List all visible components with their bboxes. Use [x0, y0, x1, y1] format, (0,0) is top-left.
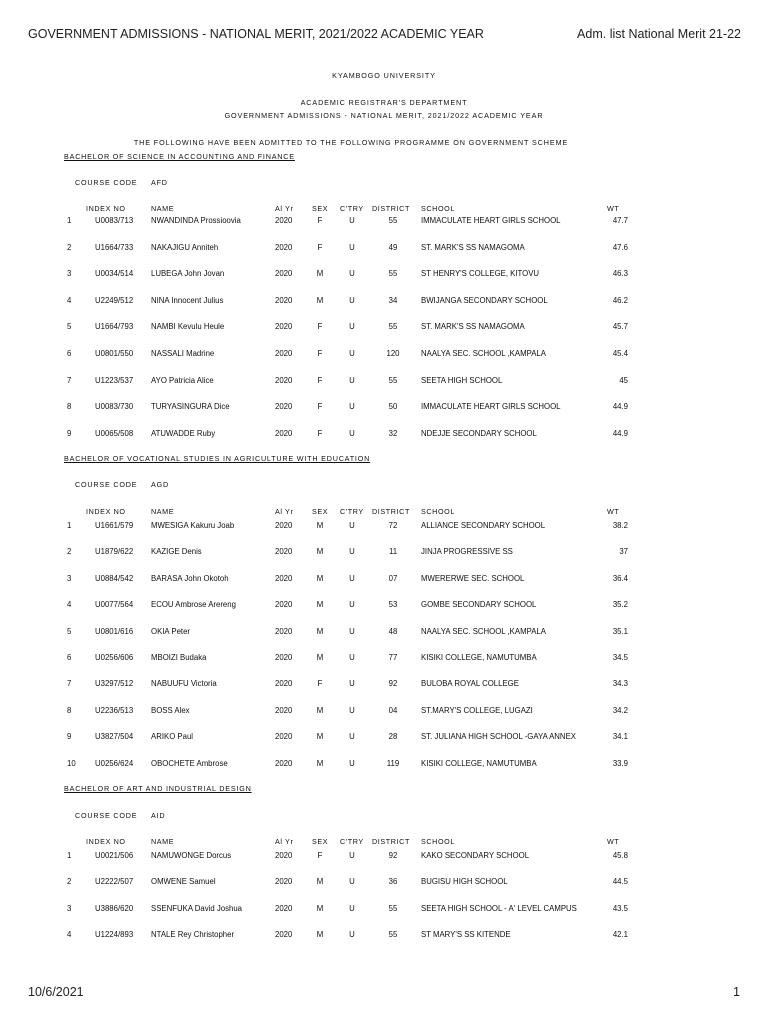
weight: 38.2	[612, 521, 628, 530]
year: 2020	[275, 627, 293, 636]
school: BULOBA ROYAL COLLEGE	[421, 679, 519, 688]
programme-title: BACHELOR OF VOCATIONAL STUDIES IN AGRICULTURE WITH EDUCATION	[64, 454, 371, 463]
year: 2020	[275, 930, 293, 939]
index-number: U1223/537	[95, 376, 134, 385]
weight: 45.7	[612, 322, 628, 331]
district: 07	[388, 574, 398, 583]
year: 2020	[275, 402, 293, 411]
column-header: WT	[607, 837, 620, 846]
column-header: NAME	[151, 507, 175, 516]
course-code-value: AID	[151, 811, 166, 820]
column-header: C'TRY	[340, 837, 364, 846]
weight: 35.1	[612, 627, 628, 636]
weight: 44.5	[612, 877, 628, 886]
country: U	[349, 679, 355, 688]
student-name: BARASA John Okotoh	[151, 574, 229, 583]
sex: M	[316, 521, 324, 530]
sex: F	[317, 243, 323, 252]
row-number: 7	[67, 679, 72, 688]
district: 55	[388, 904, 398, 913]
column-header: WT	[607, 507, 620, 516]
country: U	[349, 547, 355, 556]
year: 2020	[275, 851, 293, 860]
school: ST. JULIANA HIGH SCHOOL -GAYA ANNEX	[421, 732, 576, 741]
admissions-title: GOVERNMENT ADMISSIONS - NATIONAL MERIT, 2021/2022 ACADEMIC YEAR	[224, 111, 544, 120]
district: 92	[388, 679, 398, 688]
student-name: OKIA Peter	[151, 627, 191, 636]
district: 53	[388, 600, 398, 609]
row-number: 9	[67, 429, 72, 438]
country: U	[349, 521, 355, 530]
year: 2020	[275, 759, 293, 768]
student-name: LUBEGA John Jovan	[151, 269, 225, 278]
year: 2020	[275, 296, 293, 305]
student-name: OBOCHETE Ambrose	[151, 759, 228, 768]
row-number: 2	[67, 877, 72, 886]
course-code-label: COURSE CODE	[75, 480, 138, 489]
index-number: U1661/579	[95, 521, 134, 530]
index-number: U0256/624	[95, 759, 134, 768]
district: 50	[388, 402, 398, 411]
student-name: MBOIZI Budaka	[151, 653, 207, 662]
sex: M	[316, 930, 324, 939]
column-header: C'TRY	[340, 507, 364, 516]
row-number: 1	[67, 216, 72, 225]
weight: 44.9	[612, 402, 628, 411]
country: U	[349, 904, 355, 913]
column-header: INDEX NO	[86, 507, 126, 516]
sex: M	[316, 574, 324, 583]
column-header: NAME	[151, 204, 175, 213]
student-name: ECOU Ambrose Arereng	[151, 600, 236, 609]
year: 2020	[275, 269, 293, 278]
index-number: U3886/620	[95, 904, 134, 913]
year: 2020	[275, 216, 293, 225]
district: 34	[388, 296, 398, 305]
school: ALLIANCE SECONDARY SCHOOL	[421, 521, 546, 530]
row-number: 4	[67, 930, 72, 939]
sex: M	[316, 759, 324, 768]
sex: M	[316, 547, 324, 556]
year: 2020	[275, 574, 293, 583]
row-number: 8	[67, 402, 72, 411]
district: 36	[388, 877, 398, 886]
row-number: 6	[67, 653, 72, 662]
student-name: NAMUWONGE Dorcus	[151, 851, 232, 860]
index-number: U0801/550	[95, 349, 134, 358]
student-name: NTALE Rey Christopher	[151, 930, 235, 939]
index-number: U1879/622	[95, 547, 134, 556]
row-number: 4	[67, 296, 72, 305]
school: ST.MARY'S COLLEGE, LUGAZI	[421, 706, 533, 715]
student-name: OMWENE Samuel	[151, 877, 216, 886]
row-number: 2	[67, 243, 72, 252]
sex: M	[316, 732, 324, 741]
row-number: 2	[67, 547, 72, 556]
weight: 43.5	[612, 904, 628, 913]
index-number: U3827/504	[95, 732, 134, 741]
country: U	[349, 216, 355, 225]
year: 2020	[275, 904, 293, 913]
year: 2020	[275, 600, 293, 609]
row-number: 1	[67, 851, 72, 860]
sex: F	[317, 429, 323, 438]
district: 28	[388, 732, 398, 741]
course-code-value: AFD	[151, 178, 168, 187]
country: U	[349, 376, 355, 385]
country: U	[349, 759, 355, 768]
weight: 36.4	[612, 574, 628, 583]
country: U	[349, 706, 355, 715]
column-header: SCHOOL	[421, 837, 455, 846]
school: ST. MARK'S SS NAMAGOMA	[421, 243, 525, 252]
student-name: KAZIGE Denis	[151, 547, 202, 556]
country: U	[349, 600, 355, 609]
page-header-right: Adm. list National Merit 21-22	[577, 27, 741, 41]
sex: M	[316, 627, 324, 636]
row-number: 10	[67, 759, 76, 768]
district: 120	[386, 349, 400, 358]
school: IMMACULATE HEART GIRLS SCHOOL	[421, 402, 561, 411]
index-number: U1224/893	[95, 930, 134, 939]
school: KISIKI COLLEGE, NAMUTUMBA	[421, 759, 537, 768]
district: 55	[388, 376, 398, 385]
country: U	[349, 322, 355, 331]
row-number: 3	[67, 904, 72, 913]
country: U	[349, 851, 355, 860]
column-header: DISTRICT	[372, 507, 410, 516]
sex: F	[317, 851, 323, 860]
index-number: U2249/512	[95, 296, 134, 305]
student-name: NASSALI Madrine	[151, 349, 215, 358]
country: U	[349, 402, 355, 411]
district: 119	[386, 759, 400, 768]
school: NAALYA SEC. SCHOOL ,KAMPALA	[421, 627, 546, 636]
column-header: SEX	[312, 837, 329, 846]
department-title: ACADEMIC REGISTRAR'S DEPARTMENT	[300, 98, 468, 107]
sex: F	[317, 402, 323, 411]
row-number: 6	[67, 349, 72, 358]
weight: 44.9	[612, 429, 628, 438]
row-number: 9	[67, 732, 72, 741]
course-code-label: COURSE CODE	[75, 811, 138, 820]
index-number: U3297/512	[95, 679, 134, 688]
student-name: NWANDINDA Prossioovia	[151, 216, 241, 225]
index-number: U0065/508	[95, 429, 134, 438]
column-header: SEX	[312, 204, 329, 213]
index-number: U0083/713	[95, 216, 134, 225]
index-number: U0884/542	[95, 574, 134, 583]
sex: M	[316, 600, 324, 609]
footer-date: 10/6/2021	[28, 985, 84, 999]
district: 92	[388, 851, 398, 860]
district: 55	[388, 216, 398, 225]
country: U	[349, 296, 355, 305]
sex: M	[316, 706, 324, 715]
district: 04	[388, 706, 398, 715]
column-header: INDEX NO	[86, 204, 126, 213]
year: 2020	[275, 732, 293, 741]
student-name: SSENFUKA David Joshua	[151, 904, 243, 913]
weight: 34.5	[612, 653, 628, 662]
school: MWERERWE SEC. SCHOOL	[421, 574, 525, 583]
weight: 46.3	[612, 269, 628, 278]
district: 55	[388, 269, 398, 278]
footer-page-number: 1	[733, 985, 740, 999]
row-number: 3	[67, 574, 72, 583]
course-code-value: AGD	[151, 480, 169, 489]
year: 2020	[275, 322, 293, 331]
year: 2020	[275, 653, 293, 662]
school: NDEJJE SECONDARY SCHOOL	[421, 429, 537, 438]
column-header: SCHOOL	[421, 204, 455, 213]
year: 2020	[275, 877, 293, 886]
sex: F	[317, 349, 323, 358]
country: U	[349, 930, 355, 939]
course-code-label: COURSE CODE	[75, 178, 138, 187]
index-number: U0021/506	[95, 851, 134, 860]
page-header-left: GOVERNMENT ADMISSIONS - NATIONAL MERIT, 2021/2022 ACADEMIC YEAR	[28, 27, 484, 41]
row-number: 8	[67, 706, 72, 715]
student-name: ARIKO Paul	[151, 732, 194, 741]
school: GOMBE SECONDARY SCHOOL	[421, 600, 537, 609]
weight: 45.8	[612, 851, 628, 860]
student-name: MWESIGA Kakuru Joab	[151, 521, 235, 530]
column-header: C'TRY	[340, 204, 364, 213]
weight: 45	[619, 376, 628, 385]
column-header: Al Yr	[275, 837, 294, 846]
column-header: WT	[607, 204, 620, 213]
column-header: NAME	[151, 837, 175, 846]
school: BWIJANGA SECONDARY SCHOOL	[421, 296, 548, 305]
school: BUGISU HIGH SCHOOL	[421, 877, 508, 886]
weight: 34.2	[612, 706, 628, 715]
school: JINJA PROGRESSIVE SS	[421, 547, 513, 556]
weight: 33.9	[612, 759, 628, 768]
student-name: ATUWADDE Ruby	[151, 429, 216, 438]
weight: 34.3	[612, 679, 628, 688]
index-number: U1664/733	[95, 243, 134, 252]
row-number: 1	[67, 521, 72, 530]
index-number: U0077/564	[95, 600, 134, 609]
student-name: NINA Innocent Julius	[151, 296, 224, 305]
weight: 47.7	[612, 216, 628, 225]
country: U	[349, 627, 355, 636]
weight: 47.6	[612, 243, 628, 252]
programme-title: BACHELOR OF SCIENCE IN ACCOUNTING AND FINANCE	[64, 152, 295, 161]
school: IMMACULATE HEART GIRLS SCHOOL	[421, 216, 561, 225]
school: SEETA HIGH SCHOOL	[421, 376, 503, 385]
student-name: BOSS Alex	[151, 706, 190, 715]
programme-title: BACHELOR OF ART AND INDUSTRIAL DESIGN	[64, 784, 252, 793]
district: 11	[388, 547, 398, 556]
intro-text: THE FOLLOWING HAVE BEEN ADMITTED TO THE FOLLOWING PROGRAMME ON GOVERNMENT SCHEME	[133, 138, 569, 147]
school: ST MARY'S SS KITENDE	[421, 930, 511, 939]
sex: M	[316, 904, 324, 913]
school: SEETA HIGH SCHOOL - A' LEVEL CAMPUS	[421, 904, 577, 913]
sex: F	[317, 216, 323, 225]
year: 2020	[275, 521, 293, 530]
district: 49	[388, 243, 398, 252]
index-number: U0083/730	[95, 402, 134, 411]
index-number: U2222/507	[95, 877, 134, 886]
sex: M	[316, 269, 324, 278]
student-name: NABUUFU Victoria	[151, 679, 217, 688]
weight: 34.1	[612, 732, 628, 741]
country: U	[349, 349, 355, 358]
student-name: NAKAJIGU Anniteh	[151, 243, 219, 252]
year: 2020	[275, 349, 293, 358]
column-header: Al Yr	[275, 204, 294, 213]
student-name: AYO Patricia Alice	[151, 376, 214, 385]
district: 48	[388, 627, 398, 636]
school: KISIKI COLLEGE, NAMUTUMBA	[421, 653, 537, 662]
country: U	[349, 877, 355, 886]
country: U	[349, 732, 355, 741]
school: KAKO SECONDARY SCHOOL	[421, 851, 530, 860]
year: 2020	[275, 547, 293, 556]
row-number: 4	[67, 600, 72, 609]
district: 55	[388, 322, 398, 331]
sex: M	[316, 653, 324, 662]
weight: 35.2	[612, 600, 628, 609]
sex: F	[317, 376, 323, 385]
index-number: U0034/514	[95, 269, 134, 278]
row-number: 3	[67, 269, 72, 278]
row-number: 5	[67, 627, 72, 636]
school: ST HENRY'S COLLEGE, KITOVU	[421, 269, 540, 278]
year: 2020	[275, 376, 293, 385]
student-name: TURYASINGURA Dice	[151, 402, 230, 411]
column-header: DISTRICT	[372, 204, 410, 213]
country: U	[349, 269, 355, 278]
weight: 45.4	[612, 349, 628, 358]
university-title: KYAMBOGO UNIVERSITY	[332, 71, 436, 80]
district: 72	[388, 521, 398, 530]
sex: F	[317, 679, 323, 688]
column-header: DISTRICT	[372, 837, 410, 846]
weight: 46.2	[612, 296, 628, 305]
row-number: 7	[67, 376, 72, 385]
sex: M	[316, 296, 324, 305]
column-header: INDEX NO	[86, 837, 126, 846]
year: 2020	[275, 706, 293, 715]
country: U	[349, 243, 355, 252]
district: 32	[388, 429, 398, 438]
student-name: NAMBI Kevulu Heule	[151, 322, 225, 331]
district: 55	[388, 930, 398, 939]
weight: 42.1	[612, 930, 628, 939]
row-number: 5	[67, 322, 72, 331]
school: ST. MARK'S SS NAMAGOMA	[421, 322, 525, 331]
sex: F	[317, 322, 323, 331]
index-number: U0801/616	[95, 627, 134, 636]
index-number: U2236/513	[95, 706, 134, 715]
column-header: Al Yr	[275, 507, 294, 516]
index-number: U0256/606	[95, 653, 134, 662]
year: 2020	[275, 679, 293, 688]
sex: M	[316, 877, 324, 886]
country: U	[349, 574, 355, 583]
district: 77	[388, 653, 398, 662]
country: U	[349, 429, 355, 438]
country: U	[349, 653, 355, 662]
school: NAALYA SEC. SCHOOL ,KAMPALA	[421, 349, 546, 358]
weight: 37	[619, 547, 628, 556]
year: 2020	[275, 243, 293, 252]
index-number: U1664/793	[95, 322, 134, 331]
year: 2020	[275, 429, 293, 438]
column-header: SEX	[312, 507, 329, 516]
column-header: SCHOOL	[421, 507, 455, 516]
